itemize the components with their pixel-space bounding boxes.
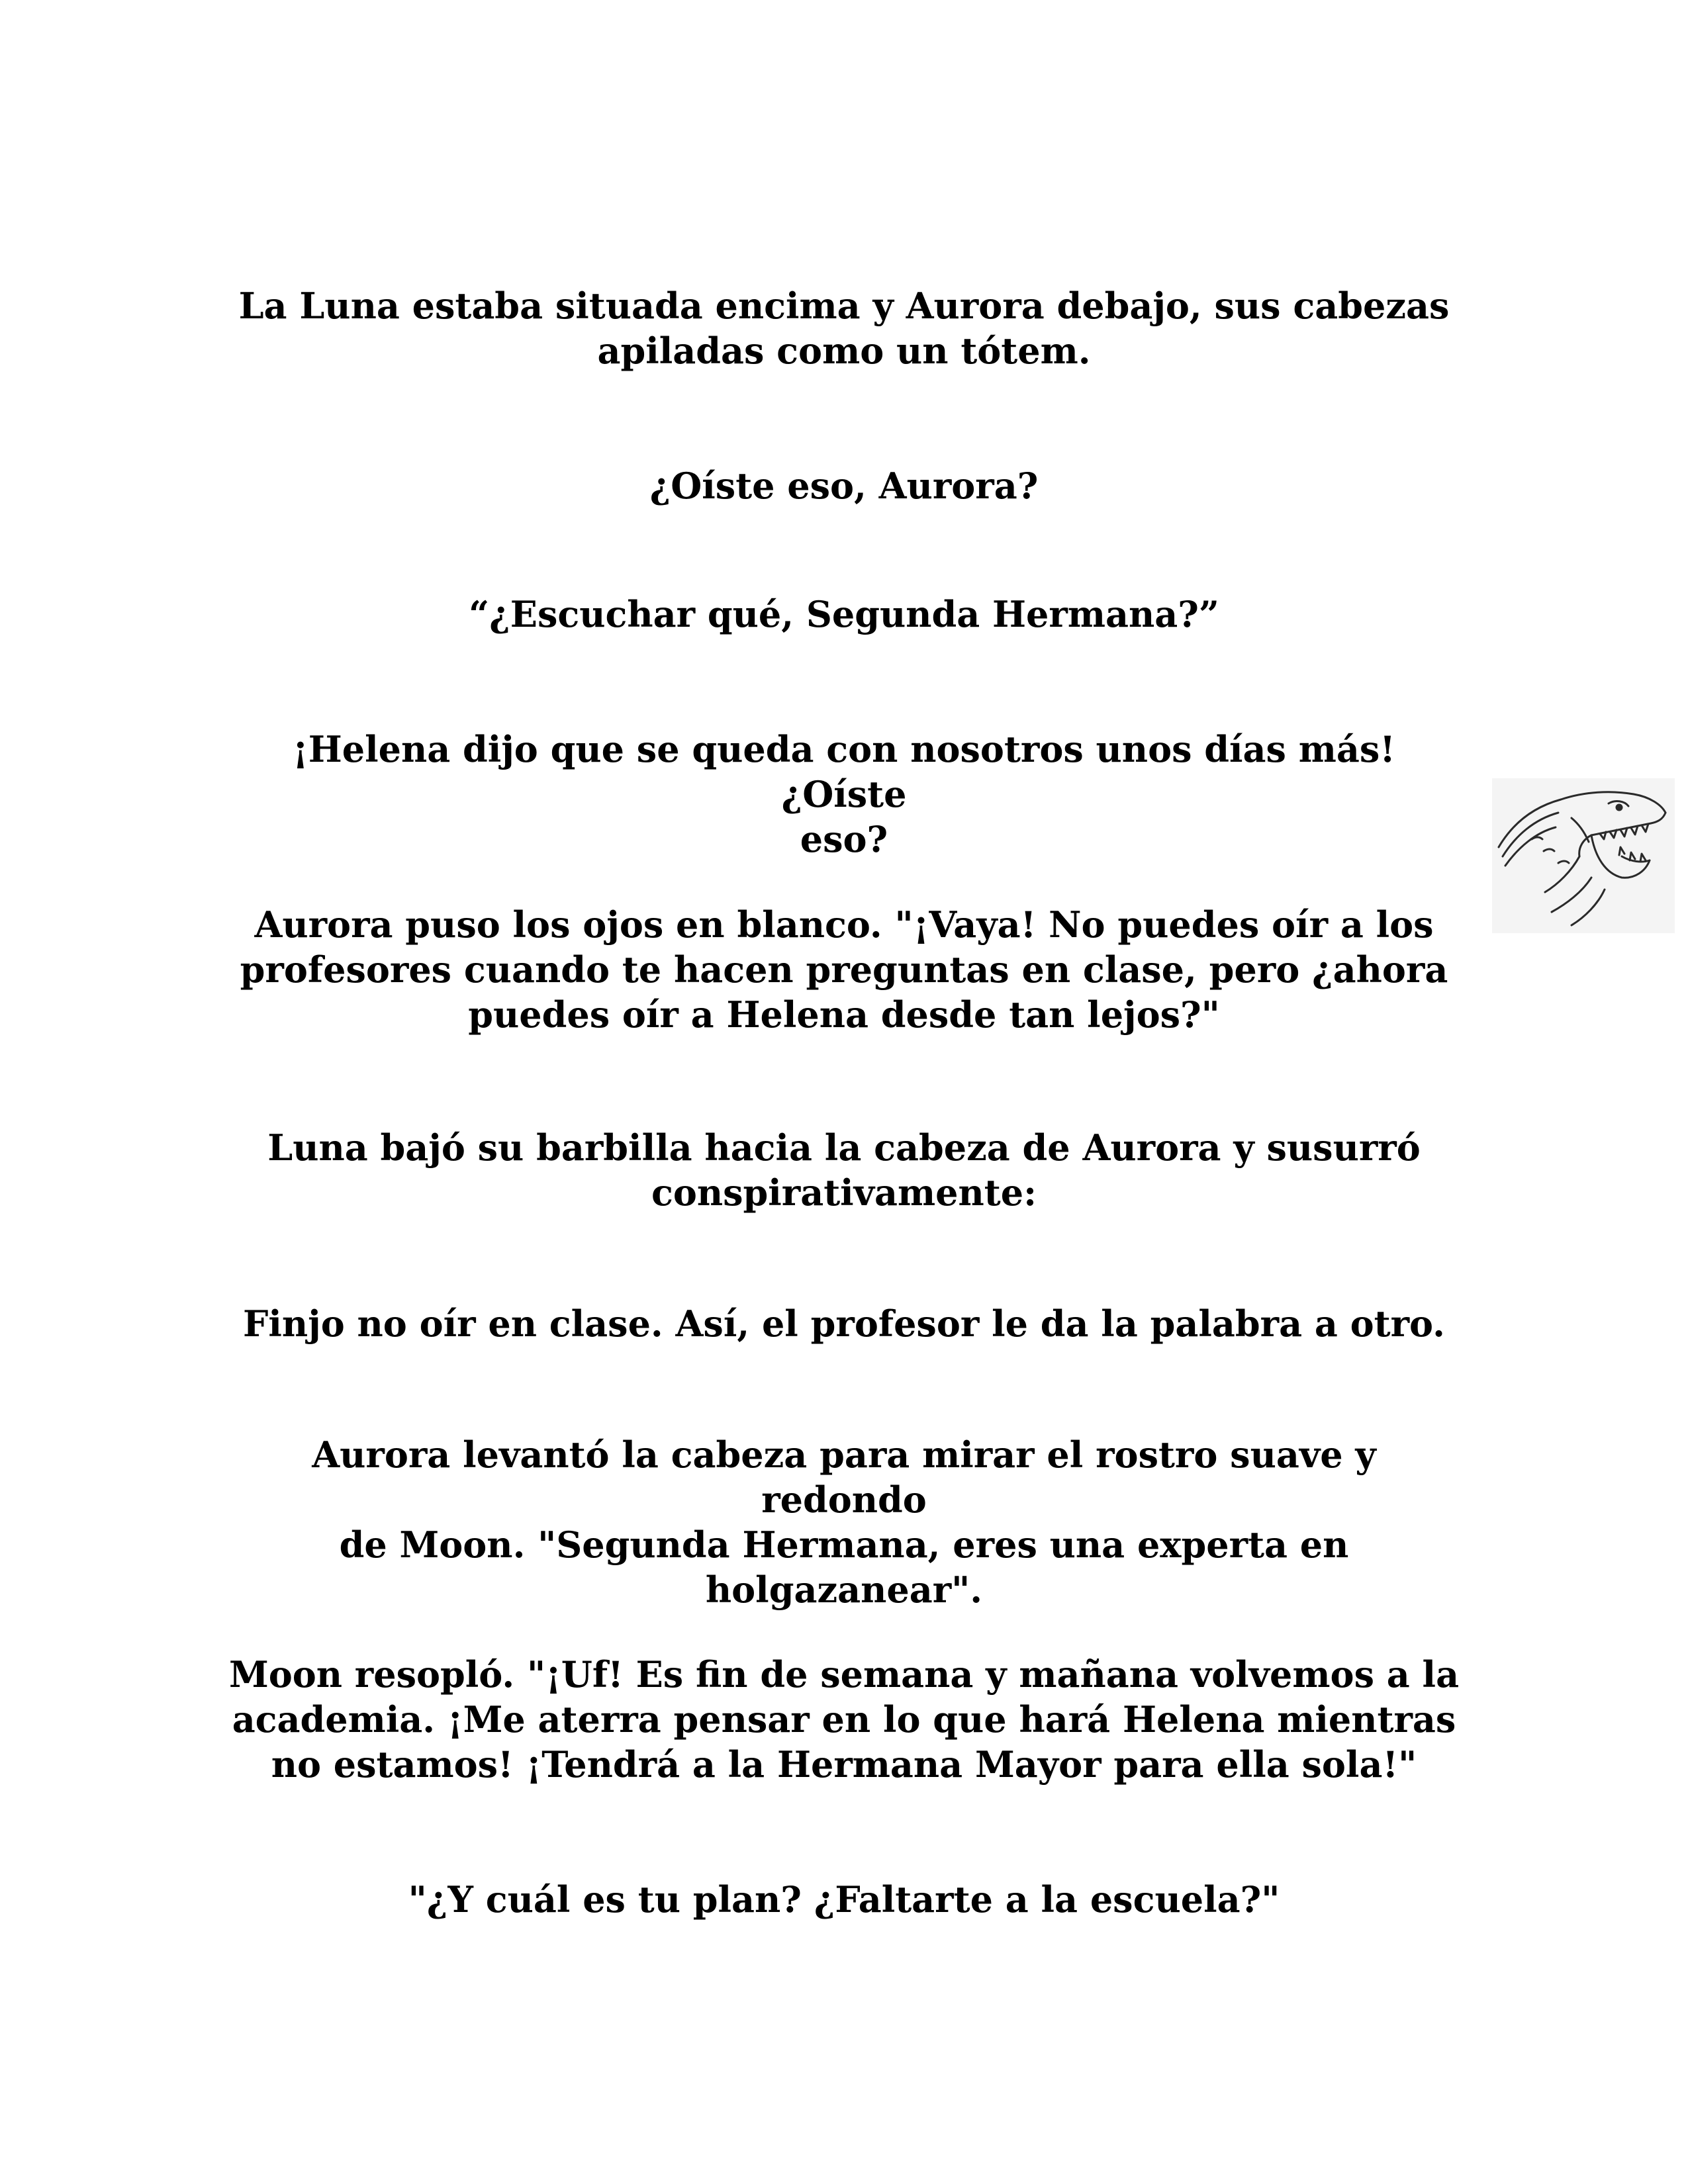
paragraph-8: Aurora levantó la cabeza para mirar el rostro suave y redondo de Moon. "Segunda Hermana, eres una experta en holgazanear".: [312, 1433, 1376, 1611]
paragraph-9: Moon resopló. "¡Uf! Es fin de semana y mañana volvemos a la academia. ¡Me aterra pensar en lo que hará Helena mientras no estamos! ¡Tendrá a la Hermana Mayor para ella sola!": [228, 1653, 1460, 1786]
dinosaur-head-sketch-icon: [1492, 778, 1675, 933]
paragraph-7: Finjo no oír en clase. Así, el profesor le da la palabra a otro.: [243, 1302, 1445, 1345]
paragraph-3: “¿Escuchar qué, Segunda Hermana?”: [469, 593, 1219, 635]
paragraph-6: Luna bajó su barbilla hacia la cabeza de Aurora y susurró conspirativamente:: [267, 1126, 1421, 1214]
paragraph-10: "¿Y cuál es tu plan? ¿Faltarte a la escuela?": [408, 1878, 1280, 1921]
paragraph-2: ¿Oíste eso, Aurora?: [649, 465, 1039, 507]
paragraph-5: Aurora puso los ojos en blanco. "¡Vaya! No puedes oír a los profesores cuando te hacen preguntas en clase, pero ¿ahora puedes oír a Helena desde tan lejos?": [240, 903, 1448, 1036]
paragraph-1: La Luna estaba situada encima y Aurora debajo, sus cabezas apiladas como un tótem.: [238, 285, 1450, 372]
paragraph-4: ¡Helena dijo que se queda con nosotros unos días más! ¿Oíste eso?: [293, 728, 1395, 860]
